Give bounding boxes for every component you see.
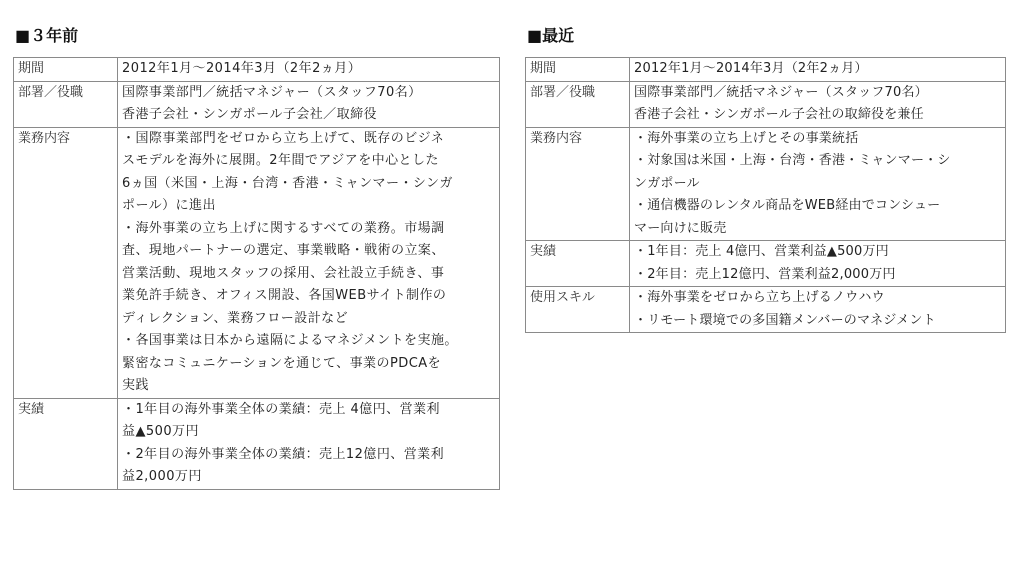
row-value (630, 287, 1006, 333)
row-label: 業務内容 (526, 127, 630, 241)
table-row (14, 127, 500, 398)
value-line: ・1年目の海外事業全体の業績：売上 4億円、営業利 (122, 401, 440, 417)
row-value (630, 127, 1006, 241)
value-line: 業免許手続き、オフィス開設、各国WEBサイト制作の (122, 288, 447, 303)
row-value (118, 398, 500, 489)
value-line: 2012年1月～2014年3月（2年2ヵ月） (122, 61, 362, 76)
row-label: 部署／役職 (526, 81, 630, 127)
value-line: ディレクション、業務フロー設計など (122, 310, 349, 326)
row-label: 使用スキル (526, 287, 630, 333)
value-line: ・通信機器のレンタル商品をWEB経由でコンシュー (634, 198, 941, 213)
value-line: ・対象国は米国・上海・台湾・香港・ミャンマー・シ (634, 153, 951, 168)
row-value (118, 81, 500, 127)
value-line: ・リモート環境での多国籍メンバーのマネジメント (634, 312, 936, 328)
value-line: 香港子会社・シンガポール子会社の取締役を兼任 (634, 107, 924, 122)
row-value (630, 241, 1006, 287)
table-row (526, 287, 1006, 333)
section-heading: ■３年前 (15, 26, 79, 45)
row-label: 実績 (14, 398, 118, 489)
row-label: 業務内容 (14, 127, 118, 398)
row-value (118, 127, 500, 398)
value-line: ・海外事業の立ち上げとその事業統括 (634, 130, 859, 146)
row-value (118, 58, 500, 82)
row-value (630, 81, 1006, 127)
value-line: 益2,000万円 (122, 469, 202, 484)
value-line: マー向けに販売 (634, 220, 727, 236)
value-line: ・2年目：売上12億円、営業利益2,000万円 (634, 266, 896, 282)
row-label: 期間 (14, 58, 118, 82)
value-line: ・各国事業は日本から遠隔によるマネジメントを実施。 (122, 333, 458, 348)
right-section (525, 24, 1006, 333)
value-line: 香港子会社・シンガポール子会社／取締役 (122, 107, 377, 122)
value-line: 2012年1月～2014年3月（2年2ヵ月） (634, 61, 868, 76)
career-table-body (526, 58, 1006, 333)
value-line: 営業活動、現地スタッフの採用、会社設立手続き、事 (122, 265, 445, 281)
career-table (525, 57, 1006, 333)
table-row (14, 58, 500, 82)
value-line: ・国際事業部門をゼロから立ち上げて、既存のビジネ (122, 130, 445, 146)
row-value (630, 58, 1006, 82)
row-label: 部署／役職 (14, 81, 118, 127)
value-line: 査、現地パートナーの選定、事業戦略・戦術の立案、 (122, 243, 445, 258)
value-line: 益▲500万円 (122, 424, 199, 439)
table-row (526, 127, 1006, 241)
value-line: ポール）に進出 (122, 198, 216, 213)
row-label: 期間 (526, 58, 630, 82)
value-line: ・海外事業の立ち上げに関するすべての業務。市場調 (122, 220, 445, 236)
table-row (14, 81, 500, 127)
value-line: ・1年目：売上 4億円、営業利益▲500万円 (634, 244, 889, 259)
value-line: 実践 (122, 378, 149, 393)
value-line: ・2年目の海外事業全体の業績：売上12億円、営業利 (122, 446, 445, 462)
career-table (13, 57, 500, 490)
value-line: 6ヵ国（米国・上海・台湾・香港・ミャンマー・シンガ (122, 175, 453, 191)
table-row (526, 81, 1006, 127)
value-line: ンガポール (634, 175, 700, 191)
career-table-body (14, 58, 500, 490)
value-line: ・海外事業をゼロから立ち上げるノウハウ (634, 290, 885, 305)
left-section (13, 24, 500, 490)
row-label: 実績 (526, 241, 630, 287)
table-row (526, 58, 1006, 82)
section-heading: ■最近 (527, 26, 575, 45)
table-row (526, 241, 1006, 287)
value-line: 国際事業部門／統括マネジャー（スタッフ70名） (122, 84, 422, 100)
table-row (14, 398, 500, 489)
value-line: スモデルを海外に展開。2年間でアジアを中心とした (122, 153, 439, 168)
value-line: 国際事業部門／統括マネジャー（スタッフ70名） (634, 84, 928, 100)
value-line: 緊密なコミュニケーションを通じて、事業のPDCAを (122, 355, 442, 371)
